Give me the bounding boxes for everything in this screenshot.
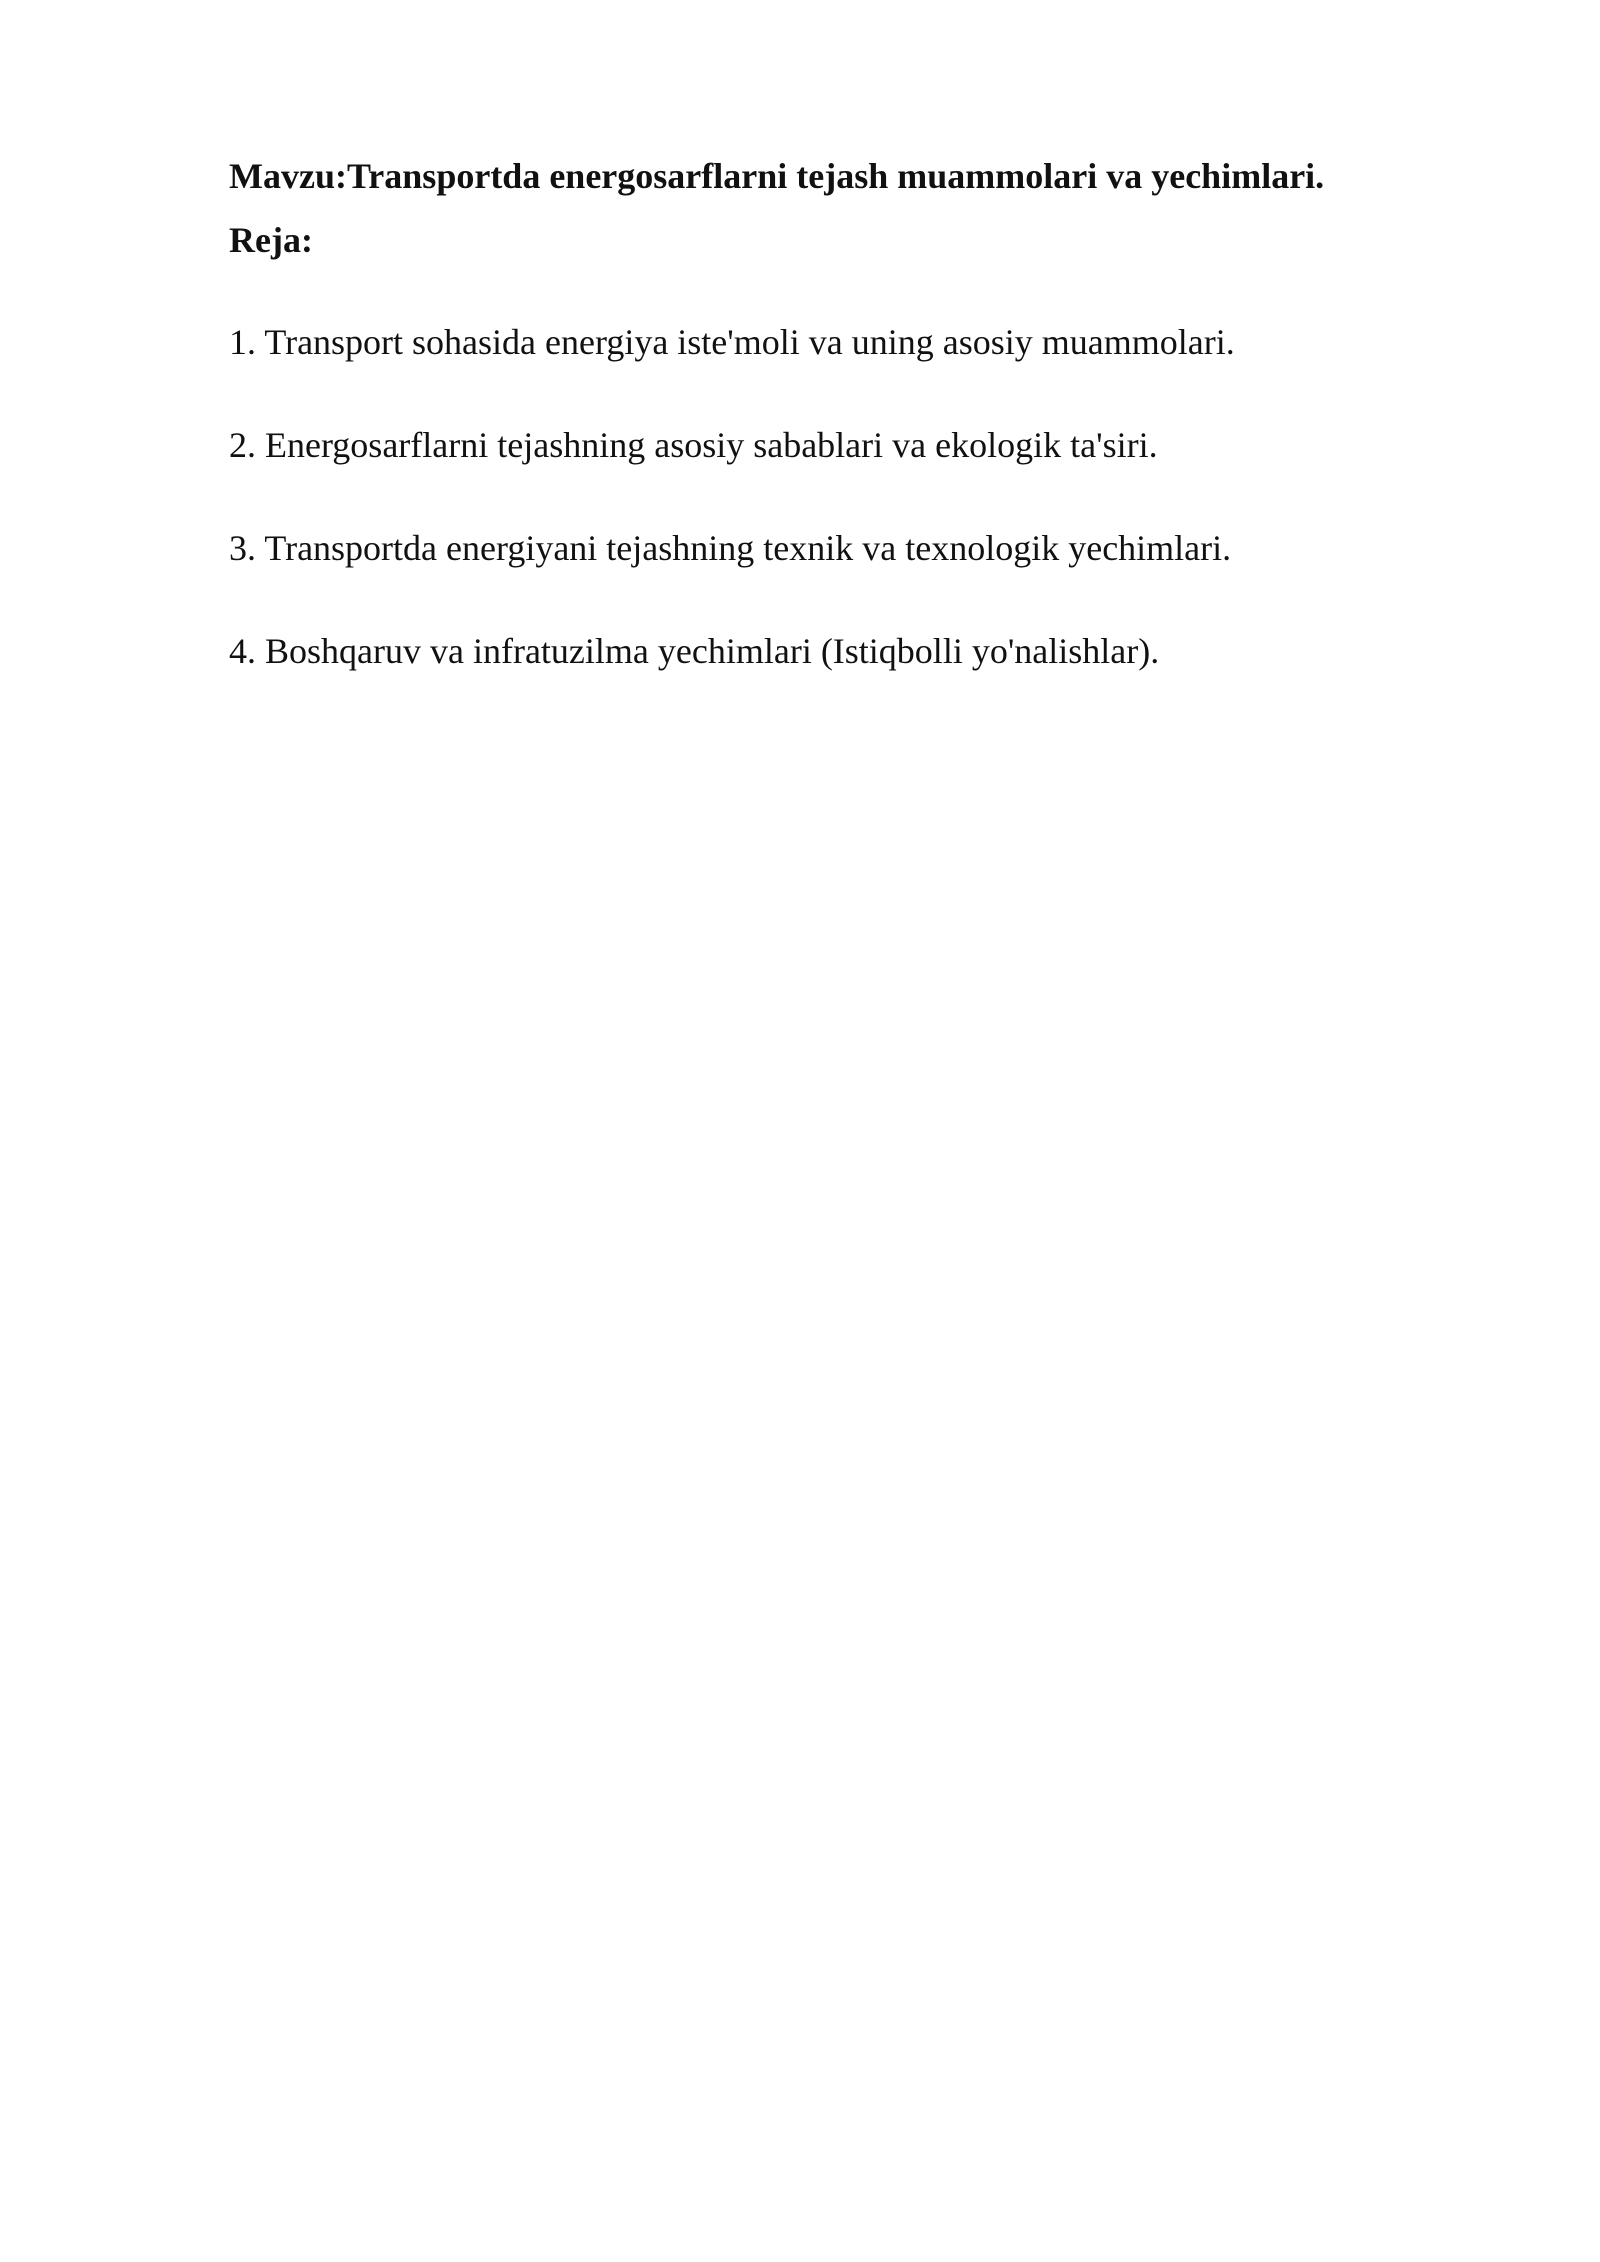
plan-item-3: 3. Transportda energiyani tejashning texnik va texnologik yechimlari. [229,528,1232,568]
plan-item-4: 4. Boshqaruv va infratuzilma yechimlari (Istiqbolli yo'nalishlar). [229,631,1160,671]
plan-heading: Reja: [229,220,313,260]
plan-item-1: 1. Transport sohasida energiya iste'moli va uning asosiy muammolari. [229,322,1235,362]
document-title: Mavzu:Transportda energosarflarni tejash muammolari va yechimlari. [229,156,1325,196]
plan-item-2: 2. Energosarflarni tejashning asosiy sabablari va ekologik ta'siri. [229,425,1158,465]
plan-list [229,314,1235,726]
